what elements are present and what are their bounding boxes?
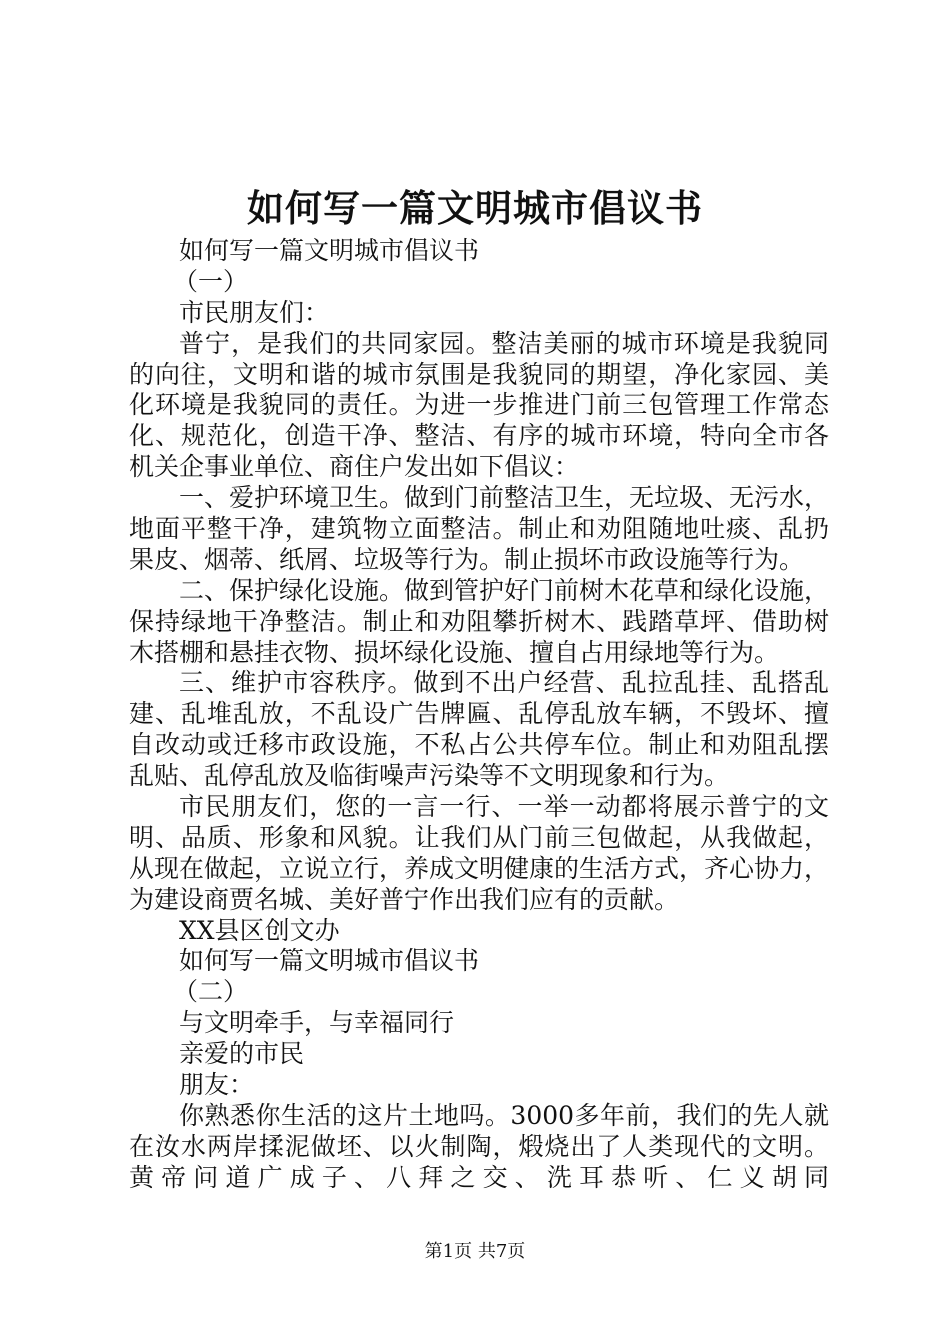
text-line: 亲爱的市民 <box>179 1039 305 1069</box>
text-line: 一、爱护环境卫生。做到门前整洁卫生，无垃圾、无污水， <box>179 483 830 513</box>
text-line: 乱贴、乱停乱放及临街噪声污染等不文明现象和行为。 <box>129 761 730 791</box>
text-line: 黄帝问道广成子、八拜之交、洗耳恭听、仁义胡同 <box>129 1162 829 1192</box>
text-line: 市民朋友们，您的一言一行、一举一动都将展示普宁的文 <box>179 792 829 822</box>
text-line: 保持绿地干净整洁。制止和劝阻攀折树木、践踏草坪、借助树 <box>129 606 829 636</box>
text-line: 你熟悉你生活的这片土地吗。3000多年前，我们的先人就 <box>179 1100 829 1130</box>
text-line: 自改动或迁移市政设施，不私占公共停车位。制止和劝阻乱摆 <box>129 730 829 760</box>
text-line: 果皮、烟蒂、纸屑、垃圾等行为。制止损坏市政设施等行为。 <box>129 544 805 574</box>
text-line: 木搭棚和悬挂衣物、损坏绿化设施、擅自占用绿地等行为。 <box>129 637 780 667</box>
text-line: 在汝水两岸揉泥做坯、以火制陶，煅烧出了人类现代的文明。 <box>129 1131 829 1161</box>
text-line: 与文明牵手，与幸福同行 <box>179 1008 455 1038</box>
text-line: （一） <box>173 266 249 296</box>
text-line: 地面平整干净，建筑物立面整洁。制止和劝阻随地吐痰、乱扔 <box>129 514 829 544</box>
text-line: 三、维护市容秩序。做到不出户经营、乱拉乱挂、乱搭乱 <box>179 668 829 698</box>
document-title: 如何写一篇文明城市倡议书 <box>247 186 703 230</box>
page-number: 第1页 共7页 <box>424 1241 526 1262</box>
text-line: 机关企事业单位、商住户发出如下倡议： <box>129 452 580 482</box>
text-line: 化环境是我貌同的责任。为进一步推进门前三包管理工作常态 <box>129 390 829 420</box>
text-line: （二） <box>173 977 249 1007</box>
text-line: XX县区创文办 <box>179 915 340 945</box>
text-line: 二、保护绿化设施。做到管护好门前树木花草和绿化设施， <box>179 575 830 605</box>
text-line: 建、乱堆乱放，不乱设广告牌匾、乱停乱放车辆，不毁坏、擅 <box>129 699 829 729</box>
text-line: 化、规范化，创造干净、整洁、有序的城市环境，特向全市各 <box>129 421 829 451</box>
text-line: 如何写一篇文明城市倡议书 <box>179 946 480 976</box>
text-line: 朋友： <box>179 1070 255 1100</box>
text-line: 市民朋友们： <box>179 297 330 327</box>
document-body <box>129 236 829 1194</box>
text-line: 为建设商贾名城、美好普宁作出我们应有的贡献。 <box>129 884 680 914</box>
text-line: 如何写一篇文明城市倡议书 <box>179 236 480 265</box>
text-line: 普宁，是我们的共同家园。整洁美丽的城市环境是我貌同 <box>179 328 829 358</box>
text-line: 的向往，文明和谐的城市氛围是我貌同的期望，净化家园、美 <box>129 359 829 389</box>
text-line: 明、品质、形象和风貌。让我们从门前三包做起，从我做起， <box>129 822 829 852</box>
text-line: 从现在做起，立说立行，养成文明健康的生活方式，齐心协力， <box>129 853 830 883</box>
